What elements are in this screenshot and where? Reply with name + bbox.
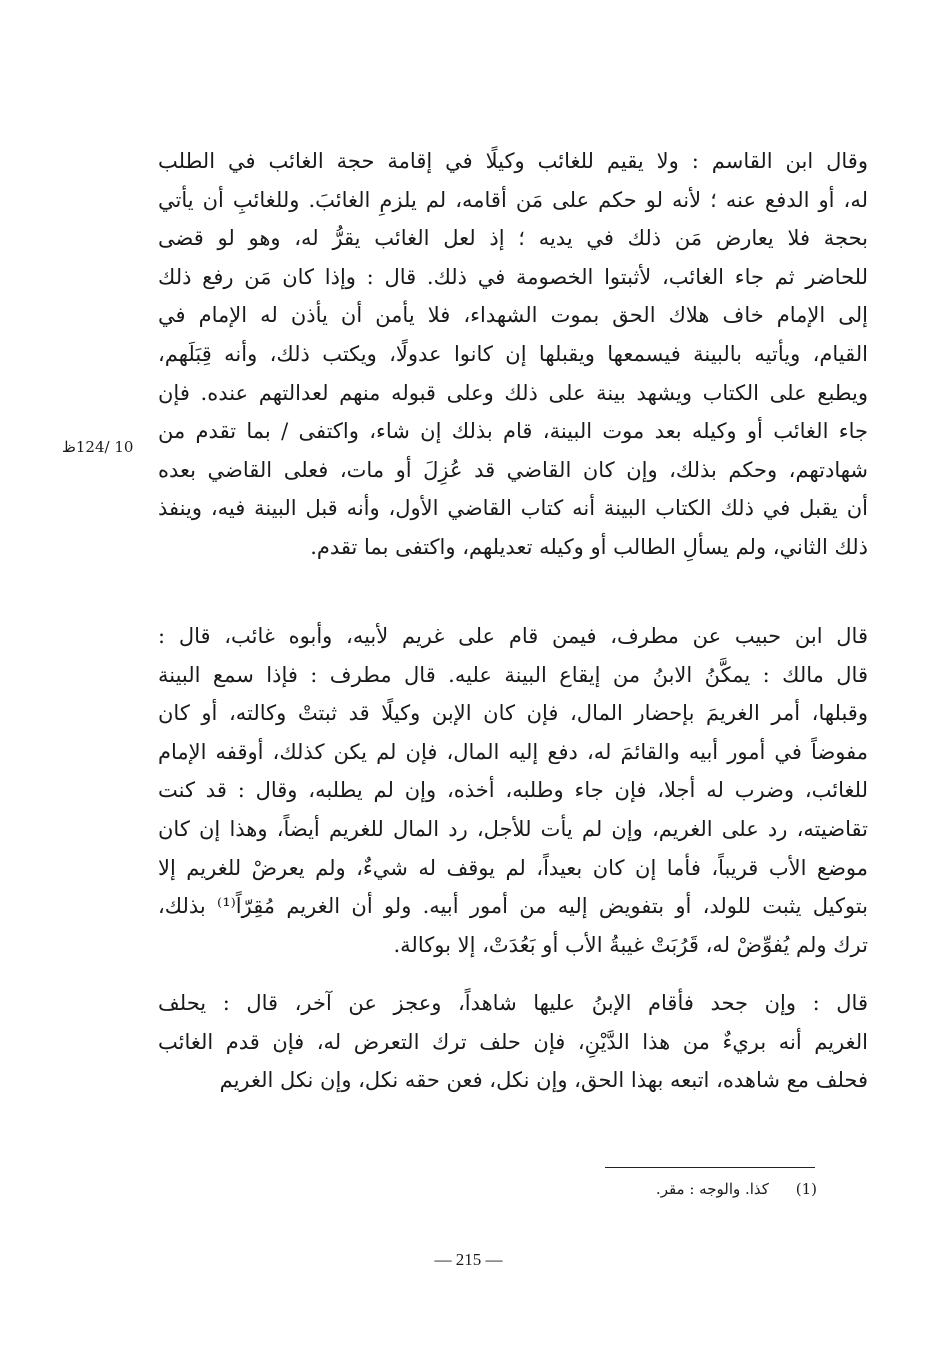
text-line: شهادتهم، وحكم بذلك، وإن كان القاضي قد عُزِلَ أو مات، فعلى القاضي بعده xyxy=(158,457,868,482)
footnote-text: كذا. والوجه : مقر. xyxy=(655,1180,769,1198)
text-line: للحاضر ثم جاء الغائب، لأثبتوا الخصومة في ذلك. قال : وإذا كان مَن رفع ذلك xyxy=(158,264,868,289)
text-line: موضع الأب قريباً، فأما إن كان بعيداً، لم يوقف له شيءٌ، ولم يعرضْ للغريم إلا xyxy=(158,855,868,880)
page-number: — 215 — xyxy=(434,1250,503,1269)
text-line: القيام، ويأتيه بالبينة فيسمعها ويقبلها إن كانوا عدولًا، ويكتب ذلك، وأنه قِبَلَهم، xyxy=(158,341,868,366)
footnote-divider xyxy=(605,1167,815,1168)
manuscript-folio-marker: 10 /124ظ xyxy=(62,438,134,456)
text-line: ويطبع على الكتاب ويشهد بينة على ذلك وعلى قبوله منهم لعدالتهم عنده. فإن xyxy=(158,380,868,405)
text-line: ذلك الثاني، ولم يسألِ الطالب أو وكيله تعديلهم، واكتفى بما تقدم. xyxy=(310,534,868,559)
text-line: بحجة فلا يعارض مَن ذلك في يديه ؛ إذ لعل الغائب يقرُّ له، وهو لو قضى xyxy=(158,226,868,251)
text-line: إلى الإمام خاف هلاك الحق بموت الشهداء، فلا يأمن أن يأذن له الإمام في xyxy=(158,303,868,328)
text-line: الغريم أنه بريءٌ من هذا الدَّيْنِ، فإن حلف ترك التعرض له، فإن قدم الغائب xyxy=(158,1029,868,1054)
text-line: بتوكيل يثبت للولد، أو بتفويض إليه من أمور أبيه. ولو أن الغريم مُقِرّاً⁽¹⁾ بذلك، xyxy=(158,894,868,919)
text-line: تقاضيته، رد على الغريم، وإن لم يأت للأجل، رد المال للغريم أيضاً، وهذا إن كان xyxy=(158,816,868,841)
text-line: للغائب، وضرب له أجلا، فإن جاء وطلبه، أخذه، وإن لم يطلبه، وقال : قد كنت xyxy=(158,778,868,803)
paragraph-1 xyxy=(158,142,868,567)
text-line: أن يقبل في ذلك الكتاب البينة أنه كتاب القاضي الأول، وأنه قبل البينة فيه، وينفذ xyxy=(158,496,868,521)
text-line: قال ابن حبيب عن مطرف، فيمن قام على غريم لأبيه، وأبوه غائب، قال : xyxy=(158,624,868,648)
footnote-number: (1) xyxy=(795,1180,817,1198)
footnote xyxy=(656,1180,817,1198)
paragraph-2 xyxy=(158,617,868,964)
text-line: ترك ولم يُفوِّضْ له، قَرُبَتْ غيبةُ الأب أو بَعُدَتْ، إلا بوكالة. xyxy=(393,932,868,957)
text-line: مفوضاً في أمور أبيه والقائمَ له، دفع إليه المال، فإن لم يكن كذلك، أوقفه الإمام xyxy=(158,739,868,764)
text-line: له، أو الدفع عنه ؛ لأنه لو حكم على مَن أقامه، لم يلزمِ الغائبَ. وللغائبِ أن يأتي xyxy=(158,187,868,212)
text-line: جاء الغائب أو وكيله بعد موت البينة، قام بذلك إن شاء، واكتفى / بما تقدم من xyxy=(158,419,868,444)
text-line: فحلف مع شاهده، اتبعه بهذا الحق، وإن نكل، فعن حقه نكل، وإن نكل الغريم xyxy=(219,1068,868,1093)
text-line: قال مالك : يمكَّنُ الابنُ من إيقاع البينة عليه. قال مطرف : فإذا سمع البينة xyxy=(158,662,868,687)
text-line: قال : وإن جحد فأقام الإبنُ عليها شاهداً، وعجز عن آخر، قال : يحلف xyxy=(158,991,868,1015)
text-line: وقبلها، أمر الغريمَ بإحضار المال، فإن كان الإبن وكيلًا قد ثبتتْ وكالته، أو كان xyxy=(158,701,868,726)
text-line: وقال ابن القاسم : ولا يقيم للغائب وكيلًا في إقامة حجة الغائب في الطلب xyxy=(158,149,868,173)
paragraph-3 xyxy=(158,984,868,1100)
